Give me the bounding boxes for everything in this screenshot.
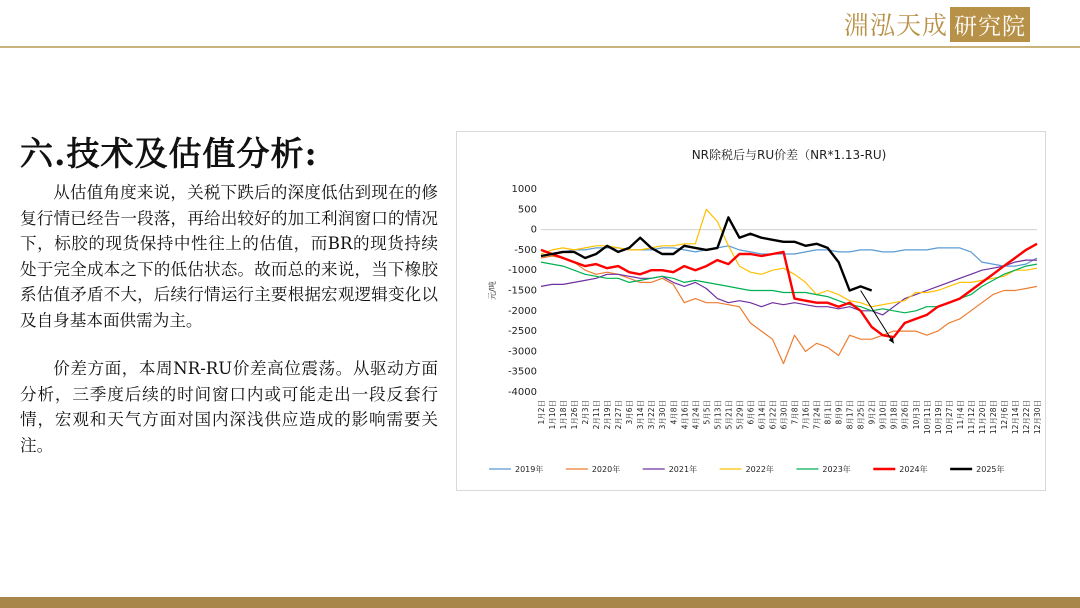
chart-title: NR除税后与RU价差（NR*1.13-RU) [691, 148, 887, 162]
x-tick-label: 5月21日 [724, 400, 734, 430]
logo-seal: 研究院 [950, 7, 1030, 42]
x-tick-label: 9月26日 [900, 400, 910, 430]
x-tick-label: 12月6日 [999, 400, 1009, 430]
x-tick-label: 1月2日 [537, 400, 546, 425]
logo-text: 淵泓天成 [844, 11, 949, 40]
legend-label: 2025年 [976, 465, 1005, 474]
x-tick-label: 3月6日 [625, 400, 635, 425]
x-tick-label: 4月24日 [691, 400, 701, 430]
chart-container [456, 131, 1046, 491]
legend-label: 2021年 [668, 465, 698, 474]
x-tick-label: 1月18日 [559, 400, 569, 430]
x-tick-label: 3月14日 [636, 400, 646, 430]
x-tick-label: 2月27日 [614, 400, 624, 430]
x-tick-label: 9月18日 [889, 400, 899, 430]
x-tick-label: 11月4日 [955, 400, 965, 430]
x-tick-label: 3月30日 [658, 400, 668, 430]
company-logo [844, 8, 1030, 40]
spread-paragraph: 价差方面，本周NR-RU价差高位震荡。从驱动方面分析，三季度后续的时间窗口内或可能走出一段反套行情，宏观和天气方面对国内深浅供应造成的影响需要关注。 [20, 359, 438, 455]
y-tick-label: -2000 [507, 305, 537, 317]
y-tick-label: 1000 [511, 184, 537, 195]
x-tick-label: 12月22日 [1021, 400, 1031, 435]
series-line-2019年 [541, 246, 1037, 266]
valuation-paragraph: 从估值角度来说，关税下跌后的深度低估到现在的修复行情已经告一段落，再给出较好的加工利润窗口的情况下，标胶的现货保持中性往上的估值，而BR的现货持续处于完全成本之下的低估状态。故而总的来说，当下橡胶系估值矛盾不大，后续行情运行主要根据宏观逻辑变化以及自身基本面供需为主。 [20, 183, 438, 330]
x-tick-label: 9月2日 [867, 400, 877, 425]
x-tick-label: 5月13日 [713, 400, 723, 430]
series-line-2024年 [541, 244, 1037, 337]
x-tick-label: 2月11日 [592, 400, 602, 430]
legend-label: 2023年 [822, 465, 851, 474]
x-tick-label: 10月27日 [944, 400, 954, 435]
x-tick-label: 5月5日 [702, 400, 712, 425]
header-divider [0, 46, 1080, 48]
x-tick-label: 6月30日 [779, 400, 789, 430]
y-tick-label: -4000 [507, 387, 537, 398]
legend-label: 2020年 [591, 465, 621, 474]
x-tick-label: 3月22日 [647, 400, 657, 430]
x-tick-label: 7月24日 [812, 400, 822, 430]
section-heading: 六.技术及估值分析: [20, 134, 318, 173]
x-tick-label: 10月19日 [933, 400, 943, 435]
footer-bar [0, 597, 1080, 608]
y-tick-label: 0 [530, 224, 537, 236]
y-tick-label: -500 [514, 244, 537, 256]
legend-label: 2022年 [745, 465, 774, 474]
x-tick-label: 1月10日 [548, 400, 558, 430]
x-tick-label: 6月6日 [746, 400, 756, 425]
y-tick-label: -3500 [507, 366, 537, 378]
legend-label: 2019年 [515, 465, 544, 474]
x-tick-label: 12月14日 [1010, 400, 1020, 435]
legend-label: 2024年 [899, 465, 928, 474]
x-tick-label: 8月1日 [823, 400, 833, 425]
y-tick-label: -3000 [507, 346, 537, 358]
x-tick-label: 4月16日 [680, 400, 690, 430]
series-line-2021年 [541, 260, 1037, 315]
x-tick-label: 2月3日 [581, 400, 591, 425]
x-tick-label: 11月20日 [977, 400, 987, 435]
x-tick-label: 10月11日 [922, 400, 932, 435]
x-tick-label: 10月3日 [911, 400, 921, 430]
x-tick-label: 6月14日 [757, 400, 767, 430]
x-tick-label: 1月26日 [570, 400, 580, 430]
y-tick-label: -2500 [507, 326, 537, 338]
x-tick-label: 7月16日 [801, 400, 811, 430]
x-tick-label: 4月8日 [669, 400, 679, 425]
y-axis-label: 元/吨 [488, 281, 497, 300]
x-tick-label: 11月28日 [988, 400, 998, 435]
x-tick-label: 8月17日 [845, 400, 855, 430]
y-tick-label: 500 [517, 204, 537, 216]
y-tick-label: -1000 [507, 265, 537, 277]
x-tick-label: 6月22日 [768, 400, 778, 430]
series-line-2023年 [541, 262, 1037, 313]
spread-line-chart [457, 132, 1045, 490]
x-tick-label: 7月8日 [790, 400, 800, 425]
x-tick-label: 8月9日 [834, 400, 844, 425]
x-tick-label: 8月25日 [856, 400, 866, 430]
x-tick-label: 12月30日 [1033, 400, 1042, 435]
x-tick-label: 5月29日 [735, 400, 745, 430]
trend-arrow-head [889, 337, 894, 343]
y-tick-label: -1500 [507, 285, 537, 297]
x-tick-label: 2月19日 [603, 400, 613, 430]
x-tick-label: 11月12日 [966, 400, 976, 435]
x-tick-label: 9月10日 [878, 400, 888, 430]
